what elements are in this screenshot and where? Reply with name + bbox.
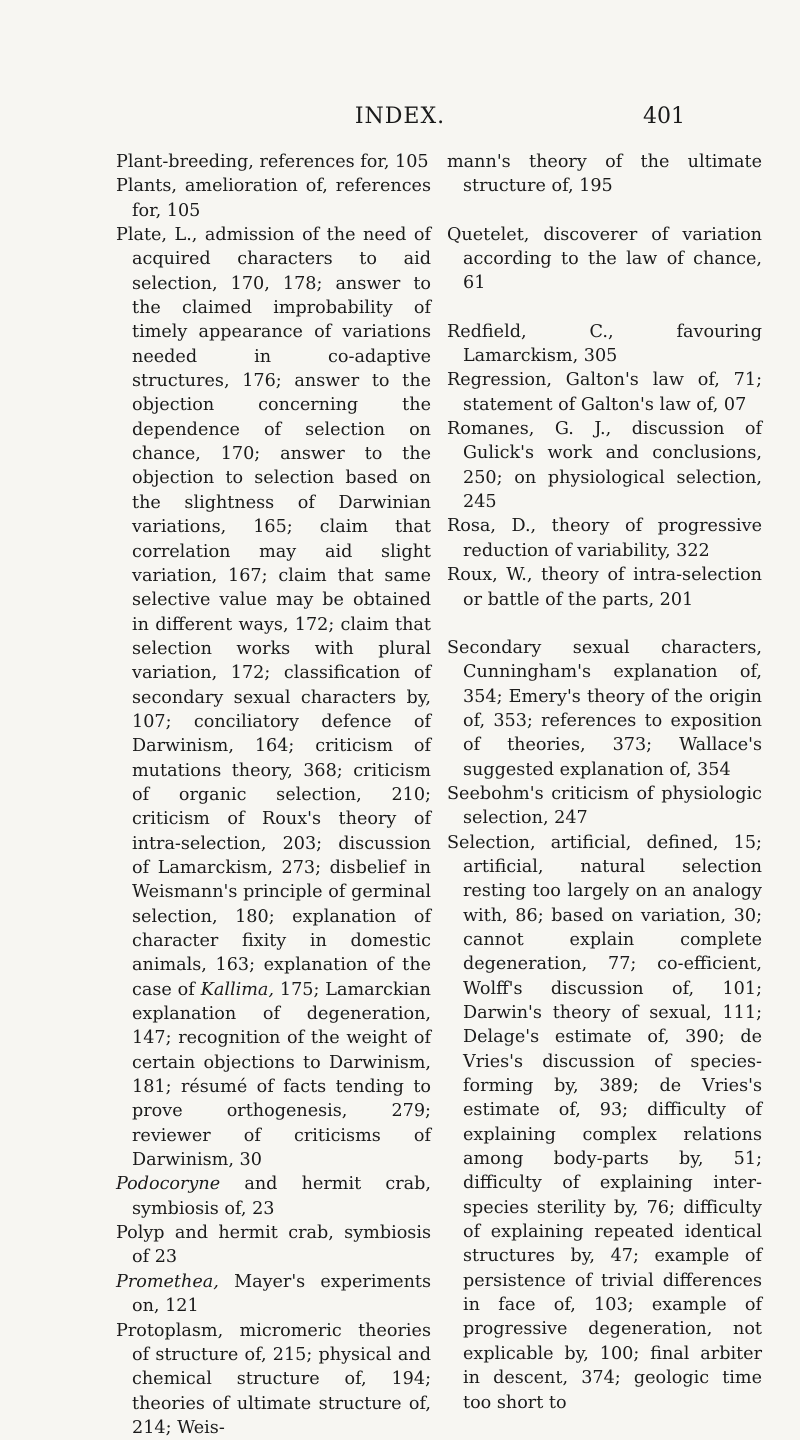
index-entry: Seebohm's criticism of physiologic selection, 247 <box>447 782 762 831</box>
index-entry-continuation: mann's theory of the ultimate structure of, 195 <box>447 150 762 199</box>
index-entry <box>116 1270 431 1319</box>
index-entry <box>116 223 431 1172</box>
index-entry: Regression, Galton's law of, 71; statement of Galton's law of, 07 <box>447 368 762 417</box>
entry-text: Mayer's experiments on, 121 <box>132 1272 431 1316</box>
index-entry: Romanes, G. J., discussion of Gulick's work and conclusions, 250; on physiological selection, 245 <box>447 417 762 514</box>
taxon-name: Podocoryne <box>116 1174 220 1194</box>
index-entry: Secondary sexual characters, Cunningham's explanation of, 354; Emery's theory of the origin of, 353; references to exposition of theories, 373; Wallace's suggested explanation of, 354 <box>447 636 762 782</box>
page-title: INDEX. <box>0 104 800 129</box>
index-entry: Roux, W., theory of intra-selection or battle of the parts, 201 <box>447 563 762 612</box>
index-entry <box>116 1172 431 1221</box>
page-number: 401 <box>643 104 685 129</box>
entry-text: 175; Lamarckian explanation of degeneration, 147; recognition of the weight of certain objections to Darwinism, 181; résumé of facts tending to prove orthogenesis, 279; reviewer of criticisms of Darwinism, 30 <box>132 980 431 1170</box>
index-entry: Protoplasm, micromeric theories of structure of, 215; physical and chemical structure of, 194; theories of ultimate structure of, 214; Weis- <box>116 1319 431 1440</box>
index-entry: Redfield, C., favouring Lamarckism, 305 <box>447 320 762 369</box>
index-entry: Plant-breeding, references for, 105 <box>116 150 431 174</box>
left-column <box>116 150 431 1440</box>
index-entry: Plants, amelioration of, references for, 105 <box>116 174 431 223</box>
index-entry: Quetelet, discoverer of variation according to the law of chance, 61 <box>447 223 762 296</box>
entry-text: and hermit crab, symbiosis of, 23 <box>132 1174 431 1218</box>
index-entry: Polyp and hermit crab, symbiosis of 23 <box>116 1221 431 1270</box>
taxon-name: Kallima, <box>201 980 274 1000</box>
entry-text: Plate, L., admission of the need of acquired characters to aid selection, 170, 178; answer to the claimed improbability of timely appearance of variations needed in co-adaptive structures, 176; answer to the objection concerning the dependence of selection on chance, 170; answer to the objection to selection based on the slightness of Darwinian variations, 165; claim that correlation may aid slight variation, 167; claim that same selective value may be obtained in different ways, 172; claim that selection works with plural variation, 172; classification of secondary sexual characters by, 107; conciliatory defence of Darwinism, 164; criticism of mutations theory, 368; criticism of organic selection, 210; criticism of Roux's theory of intra-selection, 203; discussion of Lamarckism, 273; disbelief in Weismann's principle of germinal selection, 180; explanation of character fixity in domestic animals, 163; explanation of the case of <box>116 225 431 1000</box>
right-column <box>447 150 762 1415</box>
index-entry: Selection, artificial, defined, 15; artificial, natural selection resting too largely on an analogy with, 86; based on variation, 30; cannot explain complete degeneration, 77; co-efficient, Wolff's discussion of, 101; Darwin's theory of sexual, 111; Delage's estimate of, 390; de Vries's discussion of species-forming by, 389; de Vries's estimate of, 93; difficulty of explaining complex relations among body-parts by, 51; difficulty of explaining inter-species sterility by, 76; difficulty of explaining repeated identical structures by, 47; example of persistence of trivial differences in face of, 103; example of progressive degeneration, not explicable by, 100; final arbiter in descent, 374; geologic time too short to <box>447 831 762 1415</box>
index-entry: Rosa, D., theory of progressive reduction of variability, 322 <box>447 514 762 563</box>
page-header <box>0 104 800 132</box>
taxon-name: Promethea, <box>116 1272 219 1292</box>
